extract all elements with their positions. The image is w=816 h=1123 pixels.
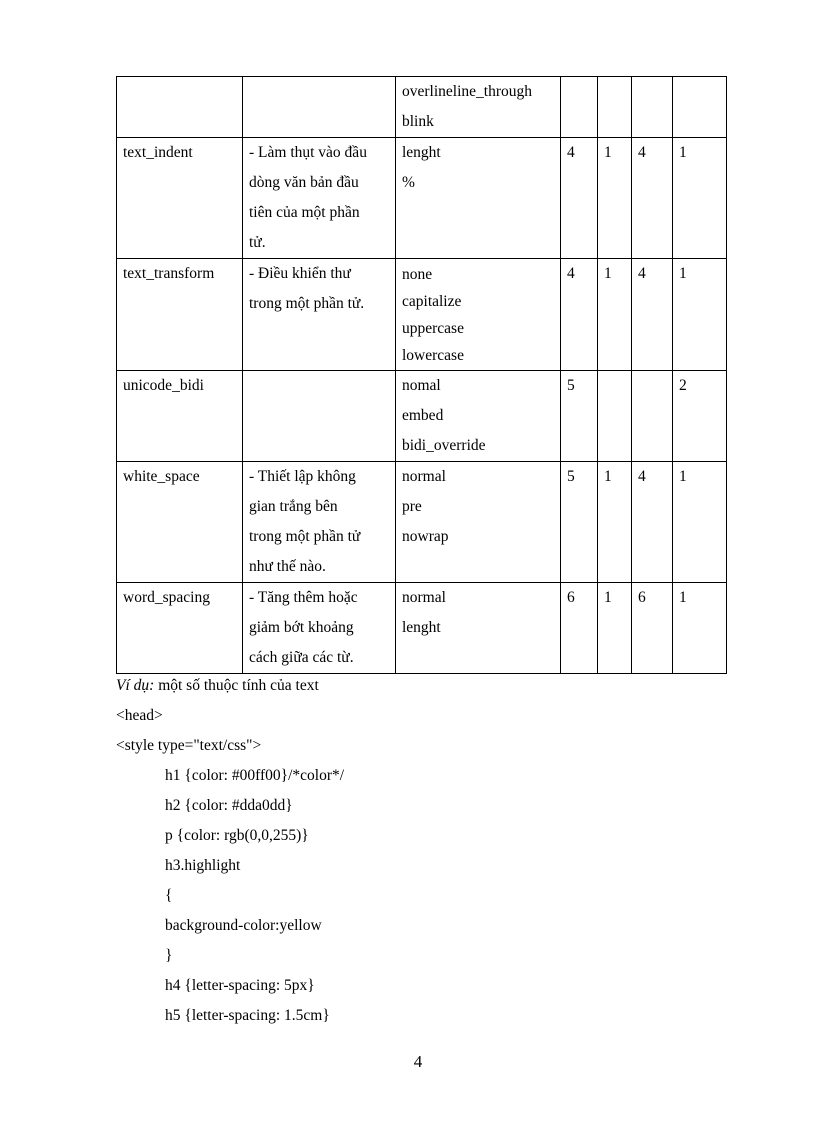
w3c-version-cell: 1 bbox=[673, 462, 727, 583]
property-description-cell bbox=[243, 371, 396, 462]
ie-version-cell: 4 bbox=[561, 138, 598, 259]
mozilla-version-cell bbox=[598, 77, 632, 138]
code-line: h2 {color: #dda0dd} bbox=[165, 797, 293, 814]
netscape-version-cell: 4 bbox=[632, 138, 673, 259]
w3c-version-cell: 1 bbox=[673, 259, 727, 371]
property-values-cell: normal lenght bbox=[396, 583, 561, 674]
code-line: background-color:yellow bbox=[165, 917, 322, 934]
table-row bbox=[117, 259, 727, 371]
property-name-cell: unicode_bidi bbox=[117, 371, 243, 462]
code-line: h3.highlight bbox=[165, 857, 241, 874]
property-values-cell: none capitalize uppercase lowercase bbox=[396, 259, 561, 371]
table-row bbox=[117, 138, 727, 259]
mozilla-version-cell: 1 bbox=[598, 138, 632, 259]
property-name-cell: white_space bbox=[117, 462, 243, 583]
netscape-version-cell: 6 bbox=[632, 583, 673, 674]
table-row bbox=[117, 371, 727, 462]
property-description-cell bbox=[243, 77, 396, 138]
ie-version-cell bbox=[561, 77, 598, 138]
table-row bbox=[117, 462, 727, 583]
mozilla-version-cell: 1 bbox=[598, 583, 632, 674]
property-values-cell: normal pre nowrap bbox=[396, 462, 561, 583]
property-description-cell: - Thiết lập không gian trắng bên trong một phần tử như thế nào. bbox=[243, 462, 396, 583]
netscape-version-cell: 4 bbox=[632, 259, 673, 371]
code-line: { bbox=[165, 887, 173, 904]
property-values-cell: overlineline_through blink bbox=[396, 77, 561, 138]
example-text: một số thuộc tính của text bbox=[154, 677, 319, 694]
code-line: h4 {letter-spacing: 5px} bbox=[165, 977, 315, 994]
property-values-cell: nomal embed bidi_override bbox=[396, 371, 561, 462]
page-number: 4 bbox=[413, 1052, 423, 1071]
code-line: h1 {color: #00ff00}/*color*/ bbox=[165, 767, 345, 784]
netscape-version-cell bbox=[632, 371, 673, 462]
code-line: h5 {letter-spacing: 1.5cm} bbox=[165, 1007, 330, 1024]
mozilla-version-cell: 1 bbox=[598, 259, 632, 371]
w3c-version-cell: 2 bbox=[673, 371, 727, 462]
property-description-cell: - Làm thụt vào đầu dòng văn bản đầu tiên của một phần tử. bbox=[243, 138, 396, 259]
code-line: p {color: rgb(0,0,255)} bbox=[165, 827, 309, 844]
netscape-version-cell: 4 bbox=[632, 462, 673, 583]
property-values-cell: lenght % bbox=[396, 138, 561, 259]
code-line: } bbox=[165, 947, 173, 964]
mozilla-version-cell: 1 bbox=[598, 462, 632, 583]
ie-version-cell: 5 bbox=[561, 462, 598, 583]
table-row bbox=[117, 77, 727, 138]
mozilla-version-cell bbox=[598, 371, 632, 462]
property-name-cell: text_indent bbox=[117, 138, 243, 259]
property-name-cell: text_transform bbox=[117, 259, 243, 371]
css-text-properties-table bbox=[116, 76, 727, 674]
table-row bbox=[117, 583, 727, 674]
code-line-head: <head> bbox=[116, 707, 163, 724]
ie-version-cell: 4 bbox=[561, 259, 598, 371]
property-description-cell: - Điều khiển thư trong một phần tử. bbox=[243, 259, 396, 371]
example-section bbox=[116, 671, 736, 1031]
property-name-cell: word_spacing bbox=[117, 583, 243, 674]
example-heading bbox=[116, 671, 736, 701]
ie-version-cell: 6 bbox=[561, 583, 598, 674]
property-description-cell: - Tăng thêm hoặc giảm bớt khoảng cách giữa các từ. bbox=[243, 583, 396, 674]
ie-version-cell: 5 bbox=[561, 371, 598, 462]
w3c-version-cell bbox=[673, 77, 727, 138]
w3c-version-cell: 1 bbox=[673, 138, 727, 259]
w3c-version-cell: 1 bbox=[673, 583, 727, 674]
example-label: Ví dụ: bbox=[116, 677, 155, 694]
property-name-cell bbox=[117, 77, 243, 138]
code-line-style-open: <style type="text/css"> bbox=[116, 737, 262, 754]
netscape-version-cell bbox=[632, 77, 673, 138]
